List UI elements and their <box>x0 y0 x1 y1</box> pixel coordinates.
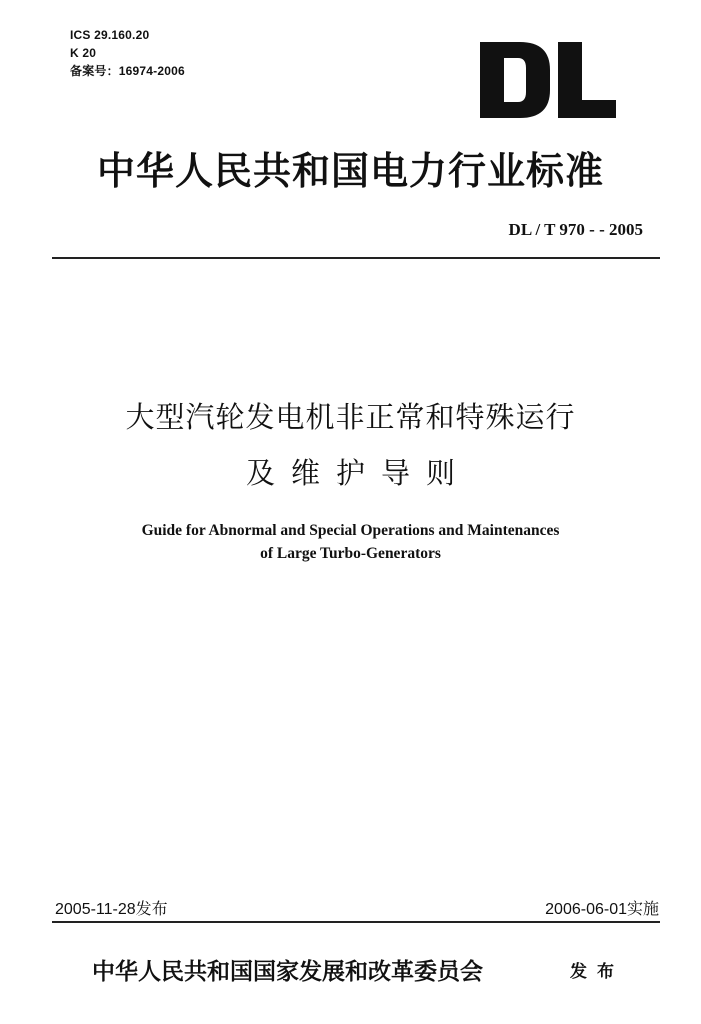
english-title-line-2: of Large Turbo-Generators <box>260 545 441 562</box>
record-number: 备案号：16974-2006 <box>70 64 185 78</box>
dl-logo-letter-d <box>480 42 550 118</box>
bottom-divider <box>52 921 660 923</box>
issue-date: 2005-11-28发布 <box>55 901 168 918</box>
chinese-title-line-2: 及维护导则 <box>245 456 471 490</box>
dl-logo <box>478 40 618 120</box>
organization-title: 中华人民共和国电力行业标准 <box>96 148 604 193</box>
issuing-authority: 中华人民共和国国家发展和改革委员会 <box>92 958 483 985</box>
english-title-line-1: Guide for Abnormal and Special Operations and Maintenances <box>141 522 560 539</box>
chinese-title-line-1: 大型汽轮发电机非正常和特殊运行 <box>125 400 576 434</box>
top-divider <box>52 257 660 259</box>
ics-code: ICS 29.160.20 <box>70 28 150 42</box>
standard-number: DL / T 970 - - 2005 <box>508 220 643 239</box>
category-code: K 20 <box>70 46 97 60</box>
dl-logo-letter-l <box>558 42 616 118</box>
implementation-date: 2006-06-01实施 <box>545 901 659 918</box>
publish-label: 发布 <box>570 962 624 982</box>
